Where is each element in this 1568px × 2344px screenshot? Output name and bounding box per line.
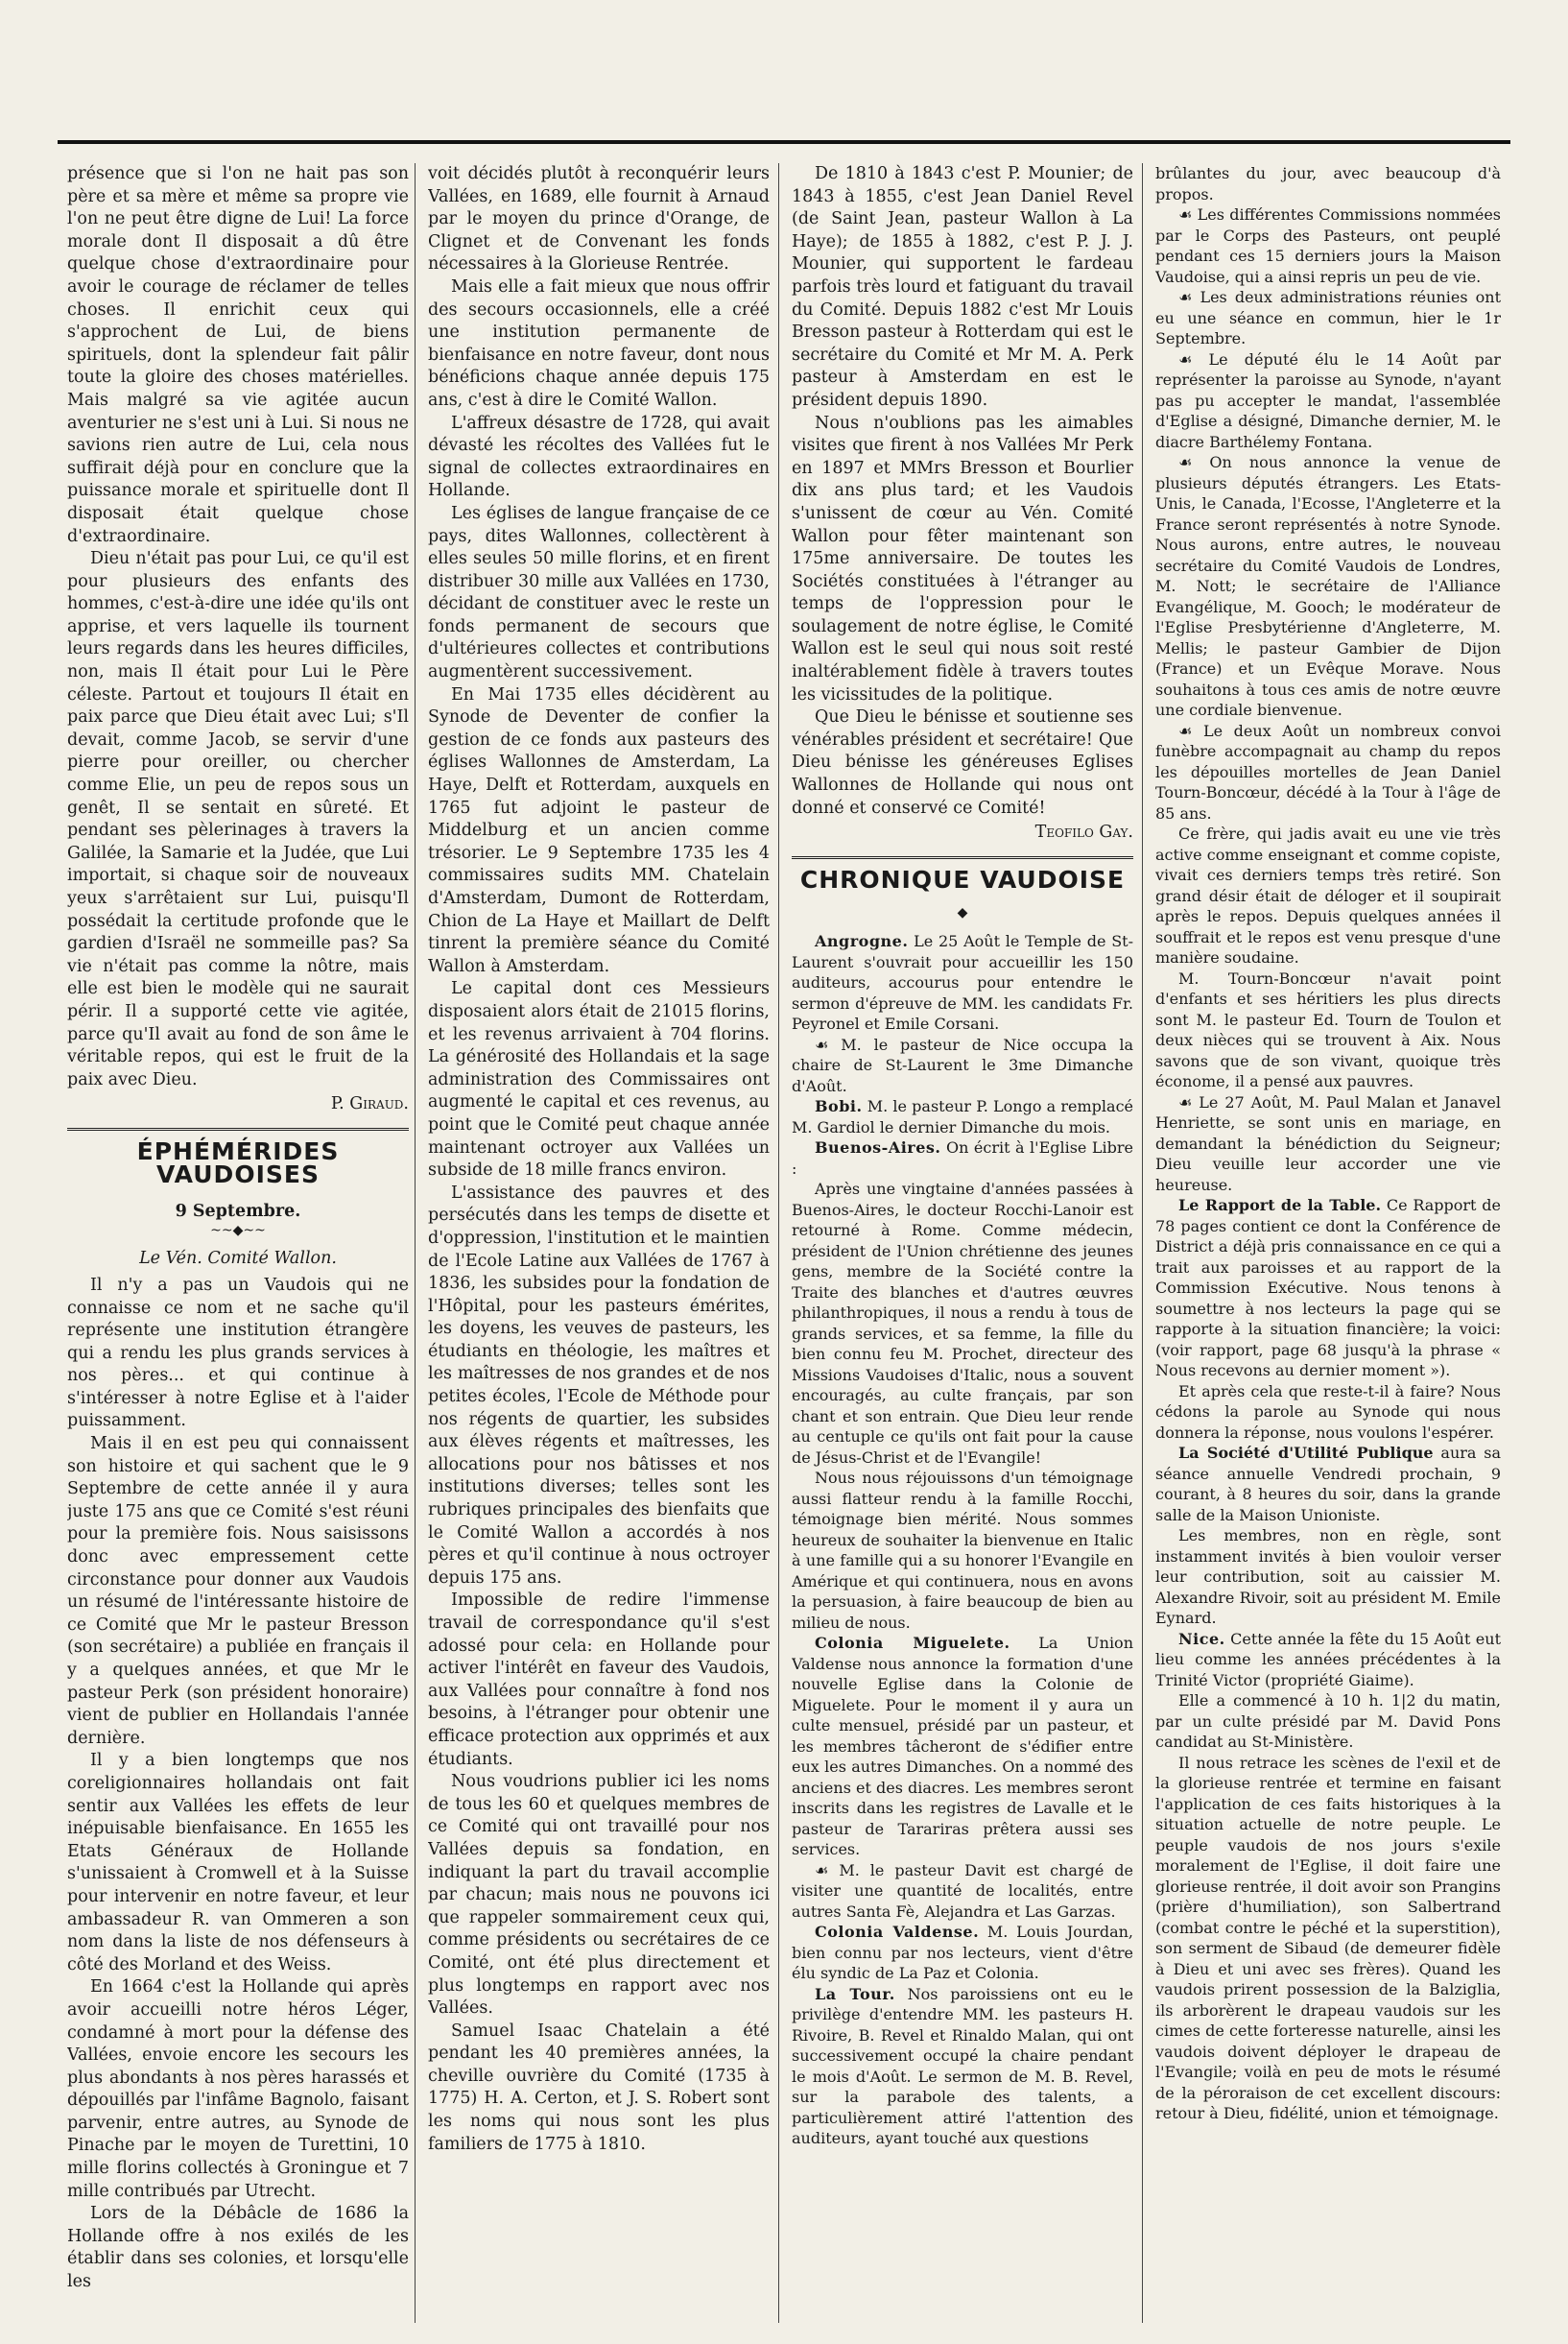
signature: P. Giraud. (330, 1094, 409, 1114)
news-item: Nous nous réjouissons d'un témoignage aussi flatteur rendu à la famille Rocchi, témoignage bien mérité. Nous sommes heureux de souhaiter la bienvenue en Italic à une famille qui a su honorer l'Evangile en Amérique et qui continuera, nous en avons la persuasion, à faire beaucoup de bien au milieu de nous. (792, 1469, 1133, 1632)
place-name: Buenos-Aires. (815, 1138, 941, 1157)
place-name: Nice. (1178, 1629, 1225, 1648)
column-separator (415, 163, 416, 2323)
paragraph: Dieu n'était pas pour Lui, ce qu'il est pour plusieurs des enfants des hommes, c'est-à-dire une idée qu'ils ont apprise, et vers laquelle ils tournent leurs regards dans les heures difficiles, non, mais Il était pour Lui le Père céleste. Partout et toujours Il était en paix parce que Dieu était avec Lui; s'Il devait, comme Jacob, se servir d'une pierre pour oreiller, ou chercher comme Elie, un peu de repos sous un genêt, Il se sentait en sûreté. Et pendant ses pèlerinages à travers la Galilée, la Samarie et la Judée, que Lui importait, si chaque soir de nouveaux yeux s'arrêtaient sur Lui, puisqu'Il possédait la certitude profonde que le gardien d'Israël ne sommeille pas? Sa vie n'était pas comme la nôtre, mais elle est bien le modèle qui ne saurait périr. Il a supporté cette vie agitée, parce qu'Il avait au fond de son âme le véritable repos, qui est le fruit de la paix avec Dieu. (67, 549, 409, 1089)
paragraph: Mais il en est peu qui connaissent son histoire et qui sachent que le 9 Septembre de cette année il y aura juste 175 ans que ce Comité s'est réuni pour la première fois. Nous saisissons donc avec empressement cette circonstance pour donner aux Vaudois un résumé de l'intéressante histoire de ce Comité que Mr le pasteur Bresson (son secrétaire) a publiée en français il y a quelques années, et que Mr le pasteur Perk (son président honoraire) vient de publier en Hollandais l'année dernière. (67, 1434, 409, 1748)
paragraph: Il n'y a pas un Vaudois qui ne connaisse ce nom et ne sache qu'il représente une institution étrangère qui a rendu les plus grands services à nos pères... et qui continue à s'intéresser à notre Eglise et à l'aider puissamment. (67, 1275, 409, 1431)
news-item: ☙ Les différentes Commissions nommées par le Corps des Pasteurs, ont peuplé pendant ces 15 derniers jours la Maison Vaudoise, qui a ainsi repris un peu de vie. (1155, 205, 1501, 286)
news-item: Elle a commencé à 10 h. 1|2 du matin, par un culte présidé par M. David Pons candidat au St-Ministère. (1155, 1691, 1501, 1751)
news-item-colonia-miguelete: Colonia Miguelete. La Union Valdense nous annonce la formation d'une nouvelle Eglise dans la Colonie de Miguelete. Pour le moment il y aura un culte mensuel, présidé par un pasteur, et les membres tâcheront de s'édifier entre eux les autres Dimanches. On a nommé des anciens et des diacres. Les membres seront inscrits dans les registres de Lavalle et le pasteur de Tarariras prêtera aussi ses services. (792, 1634, 1133, 1858)
section-heading-chronique: CHRONIQUE VAUDOISE (792, 856, 1133, 899)
section-heading-ephemerides: ÉPHÉMÉRIDES VAUDOISES (67, 1128, 409, 1193)
paragraph: Nous n'oublions pas les aimables visites que firent à nos Vallées Mr Perk en 1897 et MMrs Bresson et Bourlier dix ans plus tard; et les Vaudois s'unissent de cœur au Vén. Comité Wallon pour fêter maintenant son 175me anniversaire. De toutes les Sociétés constituées à l'étranger au temps de l'oppression pour le soulagement de notre église, le Comité Wallon est le seul qui nous soit resté inaltérablement fidèle à travers toutes les vicissitudes de la politique. (792, 413, 1133, 705)
news-item: M. Tourn-Boncœur n'avait point d'enfants et ses héritiers les plus directs sont M. le pasteur Ed. Tourn de Toulon et deux nièces qui se trouvent à Aix. Nous savons que de son vivant, quoique très économe, il a pensé aux pauvres. (1155, 969, 1501, 1090)
paragraph: voit décidés plutôt à reconquérir leurs Vallées, en 1689, elle fournit à Arnaud par le moyen du prince d'Orange, de Clignet et de Convenant les fonds nécessaires à la Glorieuse Rentrée. (428, 164, 770, 275)
ornament: ◆ (957, 905, 968, 921)
section-mark-icon: ☙ (1178, 205, 1193, 224)
news-item-rapport: Le Rapport de la Table. Ce Rapport de 78 pages contient ce dont la Conférence de District a déjà pris connaissance en ce qui a trait aux paroisses et au rapport de la Commission Exécutive. Nous tenons à soumettre à nos lecteurs la page qui se rapporte à la situation financière; la voici: (voir rapport, page 68 jusqu'à la phrase « Nous recevons au dernier moment »). (1155, 1196, 1501, 1379)
news-item-societe: La Société d'Utilité Publique aura sa séance annuelle Vendredi prochain, 9 courant, à 8 heures du soir, dans la grande salle de la Maison Unioniste. (1155, 1444, 1501, 1524)
news-item: Et après cela que reste-t-il à faire? Nous cédons la parole au Synode qui nous donnera la réponse, nous voulons l'espérer. (1155, 1381, 1501, 1442)
news-item-nice: Nice. Cette année la fête du 15 Août eut lieu comme les années précédentes à la Trinité Victor (propriété Giaime). (1155, 1629, 1501, 1689)
column-3 (792, 163, 1133, 2323)
paragraph: En 1664 c'est la Hollande qui après avoir accueilli notre héros Léger, condamné à mort pour la défense des Vallées, envoie encore les secours les plus abondants à nos pères harassés et dépouillés par l'infâme Bagnolo, faisant parvenir, entre autres, au Synode de Pinache par le moyen de Turettini, 10 mille florins collectés à Groningue et 7 mille contribués par Utrecht. (67, 1977, 409, 2201)
column-4 (1155, 163, 1501, 2323)
signature: Teofilo Gay. (1034, 823, 1133, 843)
news-item: ☙ M. le pasteur de Nice occupa la chaire de St-Laurent le 3me Dimanche d'Août. (792, 1035, 1133, 1095)
paragraph: Les églises de langue française de ce pays, dites Wallonnes, collectèrent à elles seules 50 mille florins, et en firent distribuer 30 mille aux Vallées en 1730, décidant de constituer avec le reste un fonds permanent de secours que d'ultérieures collectes et contributions augmentèrent successivement. (428, 503, 770, 682)
paragraph: Nous voudrions publier ici les noms de tous les 60 et quelques membres de ce Comité qui ont travaillé pour nos Vallées depuis sa fondation, en indiquant la part du travail accomplie par chacun; mais nous ne pouvons ici que rappeler sommairement ceux qui, comme présidents ou secrétaires de ce Comité, ont été plus directement et plus longtemps en rapport avec nos Vallées. (428, 1772, 770, 2019)
section-mark-icon: ☙ (1178, 453, 1193, 471)
news-item: ☙ Le deux Août un nombreux convoi funèbre accompagnait au champ du repos les dépouilles mortelles de Jean Daniel Tourn-Boncœur, décédé à la Tour à l'âge de 85 ans. (1155, 721, 1501, 823)
news-item-bobi: Bobi. M. le pasteur P. Longo a remplacé M. Gardiol le dernier Dimanche du mois. (792, 1097, 1133, 1136)
news-item: brûlantes du jour, avec beaucoup d'à propos. (1155, 164, 1501, 203)
lead-title: La Société d'Utilité Publique (1178, 1444, 1434, 1462)
paragraph: Il y a bien longtemps que nos coreligionnaires hollandais ont fait sentir aux Vallées les effets de leur inépuisable bienfaisance. En 1655 les Etats Généraux de Hollande s'unissaient à Cromwell et à la Suisse pour intervenir en notre faveur, et leur ambassadeur R. van Ommeren a son nom dans la liste de nos défenseurs à côté des Morland et des Weiss. (67, 1751, 409, 1974)
news-item: Il nous retrace les scènes de l'exil et de la glorieuse rentrée et termine en faisant l'application de ces faits historiques à la situation actuelle de notre peuple. Le peuple vaudois de nos jours s'exile moralement de l'Eglise, il doit faire une glorieuse rentrée, il doit avoir son Prangins (prière d'humiliation), son Salbertrand (combat contre le péché et la superstition), son serment de Sibaud (de demeurer fidèle à Dieu et uni avec ses frères). Quand les vaudois prirent possession de la Balziglia, ils arborèrent le drapeau vaudois sur les cimes de cette forteresse naturelle, ainsi les vaudois doivent déployer le drapeau de l'Evangile; voilà en peu de mots le résumé de la péroraison de cet excellent discours: retour à Dieu, fidélité, union et témoignage. (1155, 1753, 1501, 2122)
section-mark-icon: ☙ (815, 1035, 829, 1054)
place-name: Angrogne. (815, 932, 909, 950)
paragraph: Samuel Isaac Chatelain a été pendant les 40 premières années, la cheville ouvrière du Comité (1735 à 1775) H. A. Certon, et J. S. Robert sont les noms qui nous sont les plus familiers de 1775 à 1810. (428, 2021, 770, 2154)
paragraph: L'assistance des pauvres et des persécutés dans les temps de disette et d'oppression, l'institution et le maintien de l'Ecole Latine aux Vallées de 1767 à 1836, les subsides pour la fondation de l'Hôpital, pour les pasteurs émérites, les doyens, les veuves de pasteurs, les étudiants en théologie, les maîtres et les maîtresses de nos grandes et de nos petites écoles, l'Ecole de Méthode pour nos régents de quartier, les subsides aux élèves régents et maîtresses, les allocations pour nos bâtisses et nos institutions diverses; telles sont les rubriques principales des bienfaits que le Comité Wallon a accordés à nos pères et qu'il continue à nous octroyer depuis 175 ans. (428, 1183, 770, 1588)
paragraph: L'affreux désastre de 1728, qui avait dévasté les récoltes des Vallées fut le signal de collectes extraordinaires en Hollande. (428, 413, 770, 501)
news-item: ☙ M. le pasteur Davit est chargé de visiter une quantité de localités, entre autres Santa Fè, Alejandra et Las Garzas. (792, 1860, 1133, 1921)
news-item-buenos-aires: Buenos-Aires. On écrit à l'Eglise Libre : (792, 1138, 1133, 1178)
news-item: ☙ On nous annonce la venue de plusieurs députés étrangers. Les Etats-Unis, le Canada, l'Ecosse, l'Angleterre et la France seront représentés à notre Synode. Nous aurons, entre autres, le nouveau secrétaire du Comité Vaudois de Londres, M. Nott; le secrétaire de l'Alliance Evangélique, M. Gooch; le modérateur de l'Eglise Presbytérienne d'Angleterre, M. Mellis; le pasteur Gambier de Dijon (France) et un Evêque Morave. Nous souhaitons à tous ces amis de notre œuvre une cordiale bienvenue. (1155, 453, 1501, 719)
paragraph: En Mai 1735 elles décidèrent au Synode de Deventer de confier la gestion de ce fonds aux pasteurs des églises Wallonnes de Amsterdam, La Haye, Delft et Rotterdam, auxquels en 1765 fut adjoint le pasteur de Middelburg et un ancien comme trésorier. Le 9 Septembre 1735 les 4 commissaires sudits MM. Chatelain d'Amsterdam, Dumont de Rotterdam, Chion de La Haye et Maillart de Delft tinrent la première séance du Comité Wallon à Amsterdam. (428, 684, 770, 976)
place-name: La Tour. (815, 1984, 895, 2003)
section-mark-icon: ☙ (1178, 721, 1193, 740)
paragraph: Que Dieu le bénisse et soutienne ses vénérables président et secrétaire! Que Dieu bénisse les généreuses Eglises Wallonnes de Hollande qui nous ont donné et conservé ce Comité! (792, 707, 1133, 818)
paragraph: De 1810 à 1843 c'est P. Mounier; de 1843 à 1855, c'est Jean Daniel Revel (de Saint Jean, pasteur Wallon à La Haye); de 1855 à 1882, c'est P. J. J. Mounier, qui supportent le fardeau parfois très lourd et fatiguant du travail du Comité. Depuis 1882 c'est Mr Louis Bresson pasteur à Rotterdam qui est le secrétaire du Comité et Mr M. A. Perk pasteur à Amsterdam en est le président depuis 1890. (792, 164, 1133, 410)
news-item: ☙ Le député élu le 14 Août par représenter la paroisse au Synode, n'ayant pas pu accepter le mandat, l'assemblée d'Eglise a désigné, Dimanche dernier, M. le diacre Barthélemy Fontana. (1155, 349, 1501, 451)
paragraph: Impossible de redire l'immense travail de correspondance qu'il s'est adossé pour cela: en Hollande pour activer l'intérêt en faveur des Vaudois, aux Vallées pour connaître à fond nos besoins, à l'étranger pour obtenir une efficace protection aux opprimés et aux étudiants. (428, 1591, 770, 1769)
section-mark-icon: ☙ (1178, 1092, 1193, 1112)
column-1 (67, 163, 409, 2323)
news-item: Les membres, non en règle, sont instamment invités à bien vouloir verser leur contribution, soit au caissier M. Alexandre Rivoir, soit au président M. Emile Eynard. (1155, 1526, 1501, 1627)
column-separator (778, 163, 779, 2323)
news-item-colonia-valdense: Colonia Valdense. M. Louis Jourdan, bien connu par nos lecteurs, vient d'être élu syndic de La Paz et Colonia. (792, 1923, 1133, 1982)
column-2 (428, 163, 770, 2323)
news-item: ☙ Les deux administrations réunies ont eu une séance en commun, hier le 1r Septembre. (1155, 288, 1501, 347)
paragraph: Lors de la Débâcle de 1686 la Hollande offre à nos exilés de les établir dans ses colonies, et lorsqu'elle les (67, 2204, 409, 2292)
news-item: ☙ Le 27 Août, M. Paul Malan et Janavel Henriette, se sont unis en mariage, en demandant la bénédiction du Seigneur; Dieu veuille leur accorder une vie heureuse. (1155, 1092, 1501, 1194)
place-name: Colonia Valdense. (815, 1923, 980, 1941)
paragraph: Le capital dont ces Messieurs disposaient alors était de 21015 florins, et les revenus arrivaient à 704 florins. La générosité des Hollandais et la sage administration des Commissaires ont augmenté le capital et ces revenus, au point que le Comité peut chaque année maintenant octroyer aux Vallées un subside de 18 mille francs environ. (428, 979, 770, 1181)
news-item-la-tour: La Tour. Nos paroissiens ont eu le privilège d'entendre MM. les pasteurs H. Rivoire, B. Revel et Rinaldo Malan, qui ont successivement occupé la chaire pendant le mois d'Août. Le sermon de M. B. Revel, sur la parabole des talents, a particulièrement attiré l'attention des auditeurs, ayant touché aux questions (792, 1984, 1133, 2147)
section-mark-icon: ☙ (1178, 288, 1193, 306)
ornament: ~~◆~~ (210, 1222, 266, 1238)
lead-title: Le Rapport de la Table. (1178, 1196, 1382, 1214)
place-name: Bobi. (815, 1097, 863, 1115)
news-item: Après une vingtaine d'années passées à Buenos-Aires, le docteur Rocchi-Lanoir est retourné à Rome. Comme médecin, président de l'Union chrétienne des jeunes gens, membre de la Société contre la Traite des blanches et d'autres œuvres philanthropiques, il nous a rendu à tous de grands services, et sa femme, la fille du bien connu feu M. Prochet, directeur des Missions Vaudoises d'Italic, nous a souvent encouragés, au culte français, par son chant et son entrain. Que Dieu leur rende au centuple ce qu'ils ont fait pour la cause de Jésus-Christ et de l'Evangile! (792, 1180, 1133, 1467)
column-separator (1142, 163, 1143, 2323)
paragraph: présence que si l'on ne hait pas son père et sa mère et même sa propre vie l'on ne peut être digne de Lui! La force morale dont Il disposait a dû être quelque chose d'extraordinaire pour avoir le courage de réclamer de telles choses. Il enrichit ceux qui s'approchent de Lui, de biens spirituels, dont la splendeur fait pâlir toute la gloire des choses matérielles. Mais malgré sa vie agitée aucun aventurier ne s'est uni à Lui. Si nous ne savions rien autre de Lui, cela nous suffirait déjà pour en conclure que la puissance morale et spirituelle dont Il disposait était quelque chose d'extraordinaire. (67, 164, 409, 546)
news-item-angrogne: Angrogne. Le 25 Août le Temple de St-Laurent s'ouvrait pour accueillir les 150 auditeurs, accourus pour entendre le sermon d'épreuve de MM. les candidats Fr. Peyronel et Emile Corsani. (792, 932, 1133, 1033)
section-mark-icon: ☙ (815, 1860, 829, 1879)
subheading-title: Le Vén. Comité Wallon. (139, 1249, 337, 1269)
news-item: Ce frère, qui jadis avait eu une vie très active comme enseignant et comme copiste, vivait ces derniers temps très retiré. Son grand désir était de déloger et il soupirait après le repos. Depuis quelques années il souffrait et le repos est venu presque d'une manière soudaine. (1155, 825, 1501, 967)
subheading-date: 9 Septembre. (175, 1202, 301, 1222)
top-rule (58, 140, 1510, 144)
section-mark-icon: ☙ (1178, 349, 1193, 369)
paragraph: Mais elle a fait mieux que nous offrir des secours occasionnels, elle a créé une institution permanente de bienfaisance en notre faveur, dont nous bénéficions chaque année depuis 175 ans, c'est à dire le Comité Wallon. (428, 276, 770, 410)
place-name: Colonia Miguelete. (815, 1634, 1010, 1652)
